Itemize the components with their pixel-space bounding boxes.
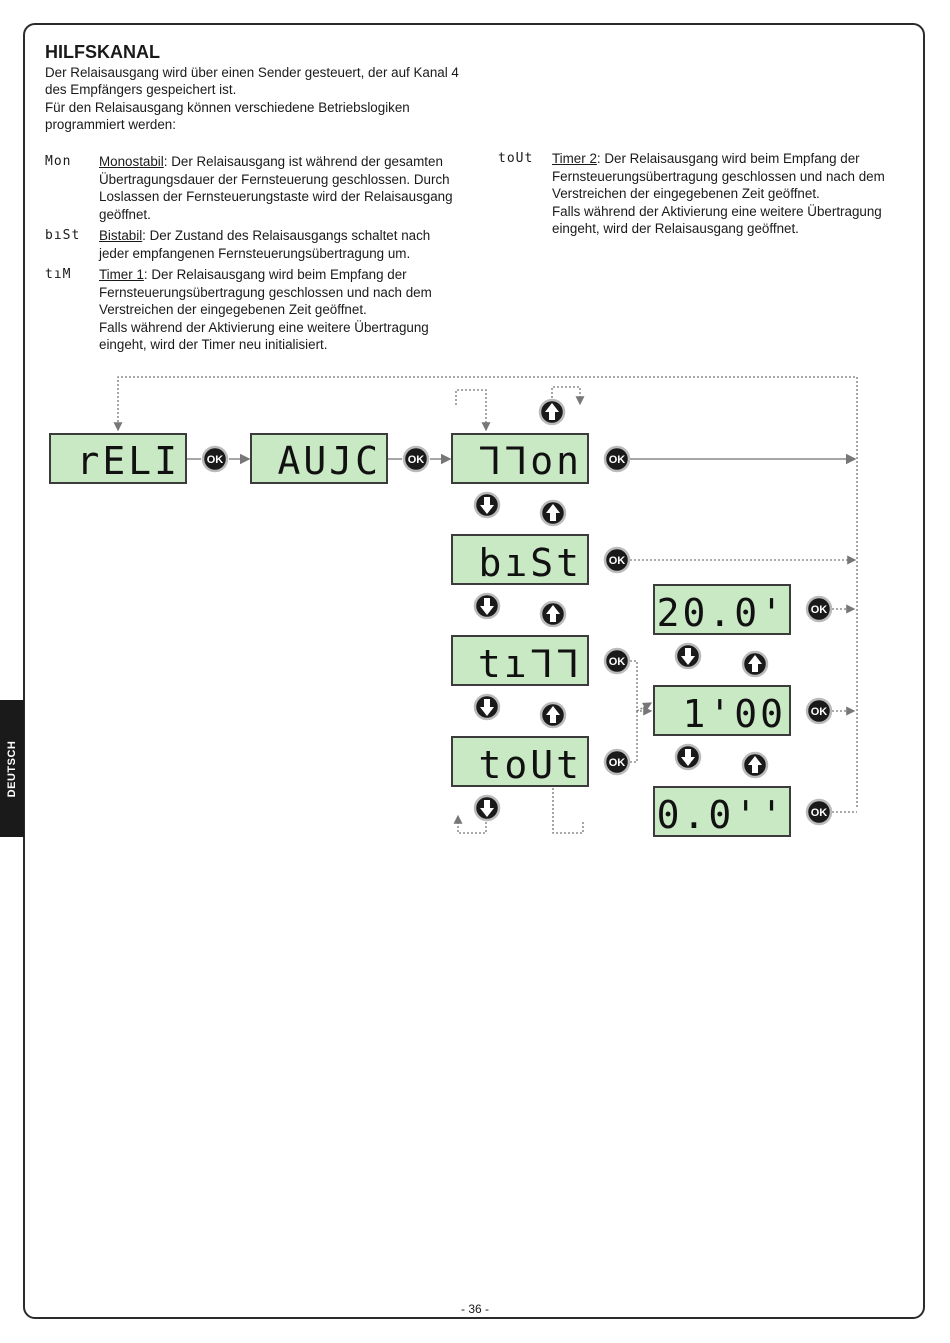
down-arrow-icon xyxy=(475,695,499,719)
svg-text:OK: OK xyxy=(810,706,828,718)
lcd-auic xyxy=(251,434,387,483)
up-arrow-icon xyxy=(541,602,565,626)
mode-description: : Der Relaisausgang wird beim Empfang der Fernsteuerungsübertragung geschlossen und nach dem Verstreichen der eingegebenen Zeit geöffnet. xyxy=(99,267,432,317)
mode-name: Timer 2 xyxy=(552,151,597,166)
lcd-mon-text: ᒣᒣon xyxy=(477,439,582,483)
up-arrow-icon xyxy=(541,501,565,525)
lcd-bist xyxy=(452,535,588,585)
mode-code: toUt xyxy=(498,151,534,166)
up-arrow-icon xyxy=(743,753,767,777)
mode-description: : Der Relaisausgang ist während der gesamten Übertragungsdauer der Fernsteuerung geschlossen. Durch Loslassen der Fernsteuerungstaste wird der Relaisausgang geöffnet. xyxy=(99,154,453,222)
language-tab-label: DEUTSCH xyxy=(6,740,18,797)
lcd-bist-text: bıSt xyxy=(478,541,582,585)
mode-name: Bistabil xyxy=(99,228,143,243)
lcd-mon xyxy=(452,434,588,483)
down-arrow-icon xyxy=(475,493,499,517)
lcd-time-20 xyxy=(654,585,790,635)
ok-button-time-00 xyxy=(807,800,831,824)
ok-button-tout xyxy=(605,750,629,774)
lcd-reli-text: rELI xyxy=(76,439,180,483)
intro-paragraph-1: Der Relaisausgang wird über einen Sender gesteuert, der auf Kanal 4 des Empfängers gespeichert ist. xyxy=(45,65,459,98)
svg-text:OK: OK xyxy=(608,454,626,466)
ok-button-tim xyxy=(605,649,629,673)
up-arrow-icon xyxy=(743,652,767,676)
section-title: HILFSKANAL xyxy=(45,42,160,62)
svg-text:OK: OK xyxy=(206,454,224,466)
lcd-tim xyxy=(452,636,588,686)
up-arrow-icon xyxy=(540,400,564,424)
lcd-reli xyxy=(50,434,186,483)
mode-name: Monostabil xyxy=(99,154,164,169)
up-arrow-icon xyxy=(541,703,565,727)
ok-button-auic xyxy=(404,447,428,471)
lcd-tout-text: toUt xyxy=(478,743,582,787)
svg-text:OK: OK xyxy=(407,454,425,466)
mode-code: Mon xyxy=(45,154,72,169)
mode-code: tıM xyxy=(45,267,72,282)
down-arrow-icon xyxy=(475,594,499,618)
mode-description-2: Falls während der Aktivierung eine weitere Übertragung eingeht, wird der Timer neu initialisiert. xyxy=(99,319,429,352)
ok-button-time-100 xyxy=(807,699,831,723)
mode-name: Timer 1 xyxy=(99,267,144,282)
svg-text:OK: OK xyxy=(608,656,626,668)
ok-button-bist xyxy=(605,548,629,572)
ok-button-time-20 xyxy=(807,597,831,621)
down-arrow-icon xyxy=(676,745,700,769)
ok-button-reli xyxy=(203,447,227,471)
lcd-time-100 xyxy=(654,686,790,736)
svg-text:OK: OK xyxy=(810,807,828,819)
lcd-time-20-text: 20.0' xyxy=(656,591,786,635)
mode-description: : Der Relaisausgang wird beim Empfang der Fernsteuerungsübertragung geschlossen und nach dem Verstreichen der eingegebenen Zeit geöffnet. xyxy=(552,151,885,201)
down-arrow-icon xyxy=(475,796,499,820)
mode-description: : Der Zustand des Relaisausgangs schaltet nach jeder empfangenen Fernsteuerungsübertragung um. xyxy=(99,228,431,261)
mode-description-2: Falls während der Aktivierung eine weitere Übertragung eingeht, wird der Relaisausgang geöffnet. xyxy=(552,203,882,236)
mode-code: bıSt xyxy=(45,228,81,243)
down-arrow-icon xyxy=(676,644,700,668)
lcd-auic-text: AUJC xyxy=(277,439,381,483)
svg-text:OK: OK xyxy=(608,757,626,769)
intro-paragraph-2: Für den Relaisausgang können verschiedene Betriebslogiken programmiert werden: xyxy=(45,99,410,132)
page-number: - 36 - xyxy=(460,1302,489,1316)
lcd-tim-text: tıᒣᒣ xyxy=(477,642,582,686)
lcd-time-00-text: 0.0'' xyxy=(656,793,786,837)
svg-text:OK: OK xyxy=(810,604,828,616)
lcd-time-00 xyxy=(654,787,790,837)
svg-text:OK: OK xyxy=(608,555,626,567)
lcd-time-100-text: 1'00 xyxy=(682,692,786,736)
ok-button-mon xyxy=(605,447,629,471)
lcd-tout xyxy=(452,737,588,787)
